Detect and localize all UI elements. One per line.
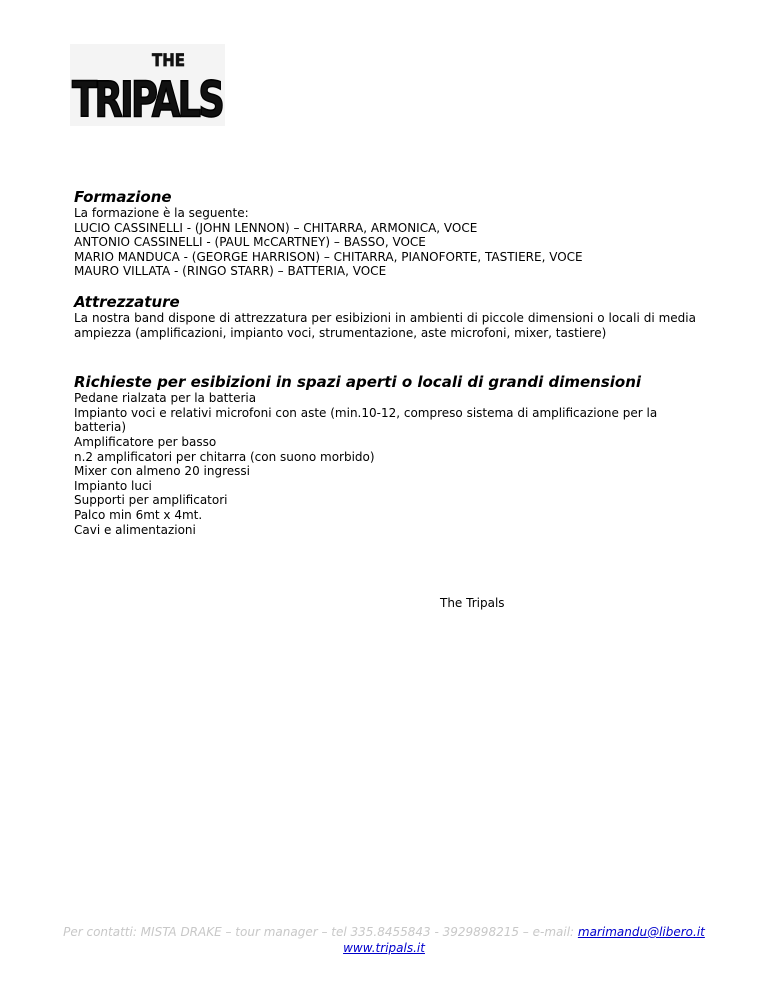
formazione-line: ANTONIO CASSINELLI - (PAUL McCARTNEY) – BASSO, VOCE — [74, 235, 426, 250]
richieste-line: Supporti per amplificatori — [74, 493, 228, 508]
richieste-line: Mixer con almeno 20 ingressi — [74, 464, 250, 479]
heading-attrezzature: Attrezzature — [74, 292, 180, 311]
heading-formazione: Formazione — [74, 188, 172, 206]
logo-the: THE — [152, 50, 185, 71]
formazione-line: MARIO MANDUCA - (GEORGE HARRISON) – CHITARRA, PIANOFORTE, TASTIERE, VOCE — [74, 249, 583, 264]
section-formazione — [74, 188, 696, 279]
signature: The Tripals — [440, 596, 505, 610]
richieste-line: n.2 amplificatori per chitarra (con suono morbido) — [74, 449, 375, 464]
footer-contact-text: Per contatti: MISTA DRAKE – tour manager – tel 335.8455843 - 3929898215 – e-mail: — [63, 925, 578, 939]
logo-main: TRIPALS — [72, 72, 223, 126]
section-richieste — [74, 373, 696, 537]
richieste-line: Impianto luci — [74, 478, 152, 493]
richieste-line: Amplificatore per basso — [74, 434, 217, 449]
richieste-line: Palco min 6mt x 4mt. — [74, 507, 203, 522]
footer-email-link[interactable]: marimandu@libero.it — [577, 925, 705, 939]
formazione-list — [74, 206, 696, 279]
footer — [0, 924, 768, 956]
section-attrezzature — [74, 293, 696, 340]
footer-website-link[interactable]: www.tripals.it — [343, 941, 425, 955]
formazione-line: La formazione è la seguente: — [74, 206, 249, 220]
formazione-line: MAURO VILLATA - (RINGO STARR) – BATTERIA, VOCE — [74, 264, 387, 279]
richieste-line: Cavi e alimentazioni — [74, 522, 196, 537]
document-body — [74, 188, 696, 551]
richieste-line: Impianto voci e relativi microfoni con aste (min.10-12, compreso sistema di amplificazione per la batteria) — [74, 405, 658, 435]
band-logo — [70, 44, 225, 126]
attrezzature-text: La nostra band dispone di attrezzatura per esibizioni in ambienti di piccole dimensioni o locali di media ampiezza (amplificazioni, impianto voci, strumentazione, aste microfoni, mixer, tastiere) — [74, 310, 696, 340]
heading-richieste: Richieste per esibizioni in spazi aperti o locali di grandi dimensioni — [74, 373, 642, 392]
formazione-line: LUCIO CASSINELLI - (JOHN LENNON) – CHITARRA, ARMONICA, VOCE — [74, 220, 478, 235]
richieste-list — [74, 391, 696, 537]
richieste-line: Pedane rialzata per la batteria — [74, 391, 257, 406]
